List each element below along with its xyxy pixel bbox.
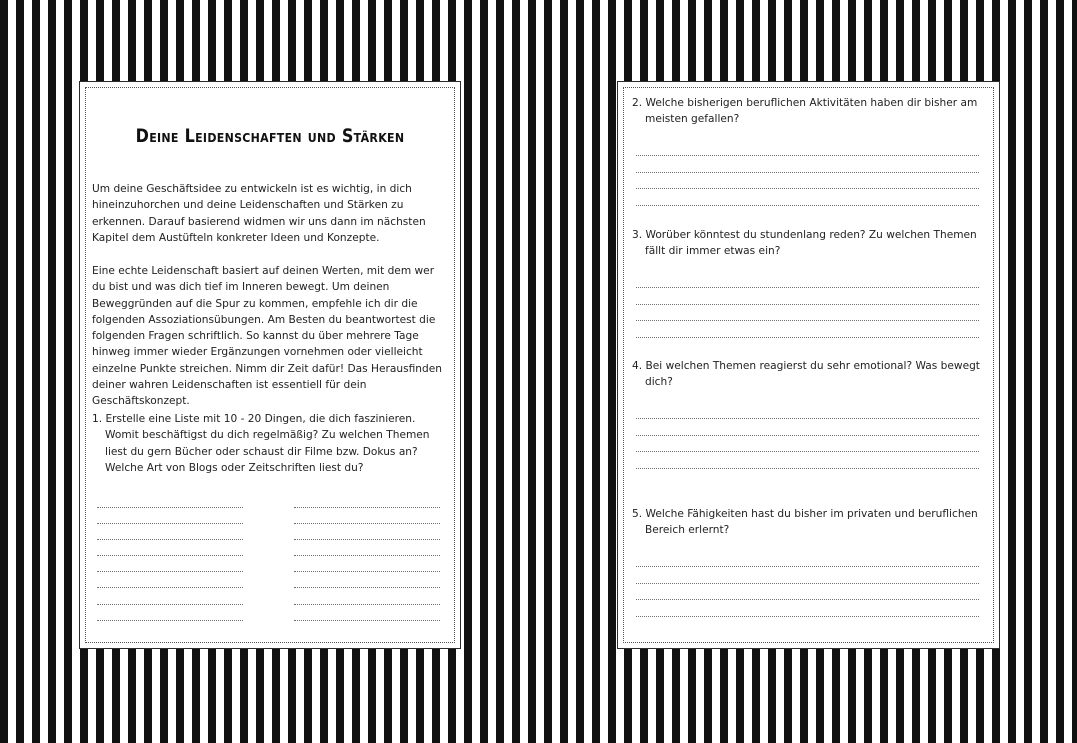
answer-line[interactable] (97, 620, 243, 621)
page-gutter (536, 0, 541, 743)
answer-line[interactable] (97, 507, 243, 508)
intro-paragraph-1: Um deine Geschäftsidee zu entwickeln ist es wichtig, in dich hineinzuhorchen und deine Leidenschaften und Stärken zu erkennen. Darauf basierend widmen wir uns dann im nächsten Kapitel dem Austüfteln konkreter Ideen und Konzepte. (92, 183, 426, 244)
answer-line[interactable] (636, 337, 979, 338)
answer-lines-1-left[interactable] (97, 507, 243, 636)
question-1: 1. Erstelle eine Liste mit 10 - 20 Dingen, die dich faszinieren. Womit beschäftigst du dich regelmäßig? Zu welchen Themen liest du gern Bücher oder schaust dir Filme bzw. Dokus an? Welche Art von Blogs oder Zeitschriften liest du? (92, 413, 430, 474)
answer-line[interactable] (636, 320, 979, 321)
answer-line[interactable] (97, 571, 243, 572)
question-3: 3. Worüber könntest du stundenlang reden? Zu welchen Themen fällt dir immer etwas ein? (632, 229, 977, 258)
answer-line[interactable] (636, 304, 979, 305)
intro-paragraph-2: Eine echte Leidenschaft basiert auf deinen Werten, mit dem wer du bist und was dich tief im Inneren bewegt. Um deinen Beweggründen auf die Spur zu kommen, empfehle ich dir die folgenden Assoziationsübungen. Am Besten du beantwortest die folgenden Fragen schriftlich. So kannst du über mehrere Tage hinweg immer wieder Ergänzungen vornehmen oder vielleicht einzelne Punkte streichen. Nimm dir Zeit dafür! Das Herausfinden deiner wahren Leidenschaften ist essentiell für dein Geschäftskonzept. (92, 265, 442, 408)
answer-line[interactable] (294, 555, 440, 556)
answer-line[interactable] (636, 287, 979, 288)
answer-line[interactable] (97, 539, 243, 540)
answer-line[interactable] (636, 418, 979, 419)
right-worksheet-card (617, 81, 1000, 649)
answer-line[interactable] (636, 566, 979, 567)
answer-line[interactable] (294, 620, 440, 621)
answer-line[interactable] (97, 587, 243, 588)
answer-line[interactable] (294, 587, 440, 588)
question-4: 4. Bei welchen Themen reagierst du sehr emotional? Was bewegt dich? (632, 360, 980, 389)
answer-line[interactable] (636, 616, 979, 617)
answer-line[interactable] (636, 205, 979, 206)
answer-line[interactable] (97, 604, 243, 605)
page-title: Deine Leidenschaften und Stärken (135, 124, 405, 147)
answer-line[interactable] (636, 468, 979, 469)
answer-lines-5[interactable] (636, 566, 979, 632)
answer-line[interactable] (294, 523, 440, 524)
question-2: 2. Welche bisherigen beruflichen Aktivitäten haben dir bisher am meisten gefallen? (632, 97, 978, 126)
answer-line[interactable] (294, 539, 440, 540)
answer-line[interactable] (636, 583, 979, 584)
answer-line[interactable] (97, 555, 243, 556)
answer-line[interactable] (97, 523, 243, 524)
left-worksheet-card (79, 81, 461, 649)
answer-lines-2[interactable] (636, 155, 979, 221)
answer-line[interactable] (294, 604, 440, 605)
answer-line[interactable] (636, 435, 979, 436)
answer-lines-1-right[interactable] (294, 507, 440, 636)
answer-line[interactable] (636, 188, 979, 189)
answer-lines-4[interactable] (636, 418, 979, 484)
answer-line[interactable] (636, 451, 979, 452)
answer-line[interactable] (636, 599, 979, 600)
answer-line[interactable] (294, 507, 440, 508)
question-5: 5. Welche Fähigkeiten hast du bisher im privaten und beruflichen Bereich erlernt? (632, 508, 978, 537)
answer-lines-3[interactable] (636, 287, 979, 353)
answer-line[interactable] (636, 172, 979, 173)
answer-line[interactable] (294, 571, 440, 572)
answer-line[interactable] (636, 155, 979, 156)
